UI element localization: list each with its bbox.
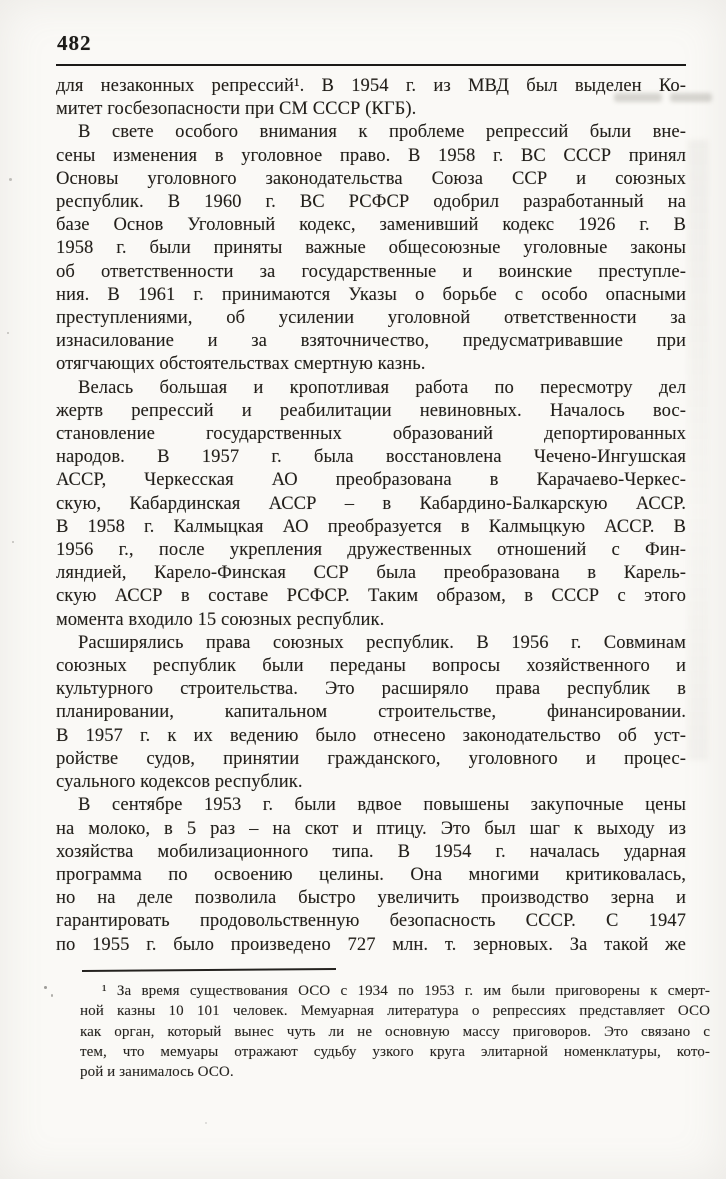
scan-speck: [7, 332, 9, 334]
text-line: по 1955 г. было произведено 727 млн. т. зерновых. За такой же: [56, 934, 686, 955]
text-line: В свете особого внимания к проблеме репрессий были вне-: [78, 122, 686, 143]
text-line: 1956 г., после укрепления дружественных отношений с Фин-: [56, 540, 686, 561]
text-line: союзных республик были переданы вопросы хозяйственного и: [56, 656, 686, 677]
paragraph: [56, 377, 686, 632]
text-line: хозяйства мобилизационного типа. В 1954 г. началась ударная: [56, 841, 686, 862]
text-line: Расширялись права союзных республик. В 1956 г. Совминам: [78, 632, 686, 653]
text-line: скую АССР в составе РСФСР. Таким образом, в СССР с этого: [56, 586, 686, 607]
text-line: об ответственности за государственные и воинские преступле-: [56, 261, 686, 282]
text-line: культурного строительства. Это расширяло права республик в: [56, 679, 686, 700]
text-line: В 1957 г. к их ведению было отнесено законодательство об уст-: [56, 725, 686, 746]
text-line: Основы уголовного законодательства Союза ССР и союзных: [56, 168, 686, 189]
text-line: отягчающих обстоятельствах смертную казнь.: [56, 354, 426, 375]
text-line: программа по освоению целины. Она многими критиковалась,: [56, 864, 686, 885]
paragraph: [56, 75, 686, 121]
scan-speck: [9, 178, 12, 181]
text-line: ной казны 10 101 человек. Мемуарная литература о репрессиях представляет ОСО: [80, 1003, 710, 1020]
paragraph: [56, 794, 686, 956]
text-line: суального кодексов республик.: [56, 772, 303, 793]
text-line: митет госбезопасности при СМ СССР (КГБ).: [56, 99, 417, 120]
text-line: сены изменения в уголовное право. В 1958 г. ВС СССР принял: [56, 145, 686, 166]
text-line: но на деле позволила быстро увеличить производство зерна и: [56, 888, 686, 909]
text-line: ¹ За время существования ОСО с 1934 по 1953 г. им были приговорены к смерт-: [102, 983, 710, 999]
text-line: на молоко, в 5 раз – на скот и птицу. Это был шаг к выходу из: [56, 818, 686, 839]
text-line: рой и занималось ОСО.: [80, 1064, 234, 1081]
text-line: как орган, который вынес чуть ли не основную массу приговоров. Это связано с: [80, 1023, 710, 1040]
text-line: ляндией, Карело-Финская ССР была преобразована в Карель-: [56, 563, 686, 584]
scan-speck: [12, 541, 14, 543]
body-text: [56, 75, 686, 957]
text-line: АССР, Черкесская АО преобразована в Карачаево-Черкес-: [56, 470, 686, 491]
paragraph: [56, 632, 686, 794]
text-line: народов. В 1957 г. была восстановлена Чечено-Ингушская: [56, 447, 686, 468]
text-line: 1958 г. были приняты важные общесоюзные уголовные законы: [56, 238, 686, 259]
scan-speck: [44, 986, 47, 989]
text-line: В 1958 г. Калмыцкая АО преобразуется в Калмыцкую АССР. В: [56, 516, 686, 537]
text-line: базе Основ Уголовный кодекс, заменивший кодекс 1926 г. В: [56, 215, 686, 236]
scan-speck: [51, 994, 53, 997]
text-line: момента входило 15 союзных республик.: [56, 609, 385, 630]
text-line: республик. В 1960 г. ВС РСФСР одобрил разработанный на: [56, 192, 686, 213]
text-line: становление государственных образований депортированных: [56, 424, 686, 445]
footnote-rule: [82, 968, 336, 972]
paragraph: [56, 121, 686, 376]
scan-speck: [699, 1056, 701, 1058]
scan-margin-streak: [688, 140, 708, 760]
header-rule: [56, 64, 686, 66]
text-line: для незаконных репрессий¹. В 1954 г. из МВД был выделен Ко-: [56, 76, 686, 96]
text-line: скую, Кабардинская АССР – в Кабардино-Балкарскую АССР.: [56, 493, 686, 514]
text-line: тем, что мемуары отражают судьбу узкого круга элитарной номенклатуры, кото-: [80, 1043, 710, 1060]
text-line: планировании, капитальном строительстве, финансировании.: [56, 702, 686, 723]
scan-speck: [205, 1122, 207, 1124]
text-line: преступлениями, об усилении уголовной ответственности за: [56, 308, 686, 329]
text-line: гарантировать продовольственную безопасность СССР. С 1947: [56, 911, 686, 932]
text-line: Велась большая и кропотливая работа по пересмотру дел: [78, 377, 686, 398]
page-number: 482: [57, 31, 92, 55]
text-line: ния. В 1961 г. принимаются Указы о борьбе с особо опасными: [56, 284, 686, 305]
footnote-text: [80, 981, 710, 1082]
text-line: изнасилование и за взяточничество, предусматривавшие при: [56, 331, 686, 352]
text-line: В сентябре 1953 г. были вдвое повышены закупочные цены: [78, 795, 686, 816]
text-line: ройстве судов, принятии гражданского, уголовного и процес-: [56, 748, 686, 769]
text-line: жертв репрессий и реабилитации невиновных. Началось вос-: [56, 400, 686, 421]
